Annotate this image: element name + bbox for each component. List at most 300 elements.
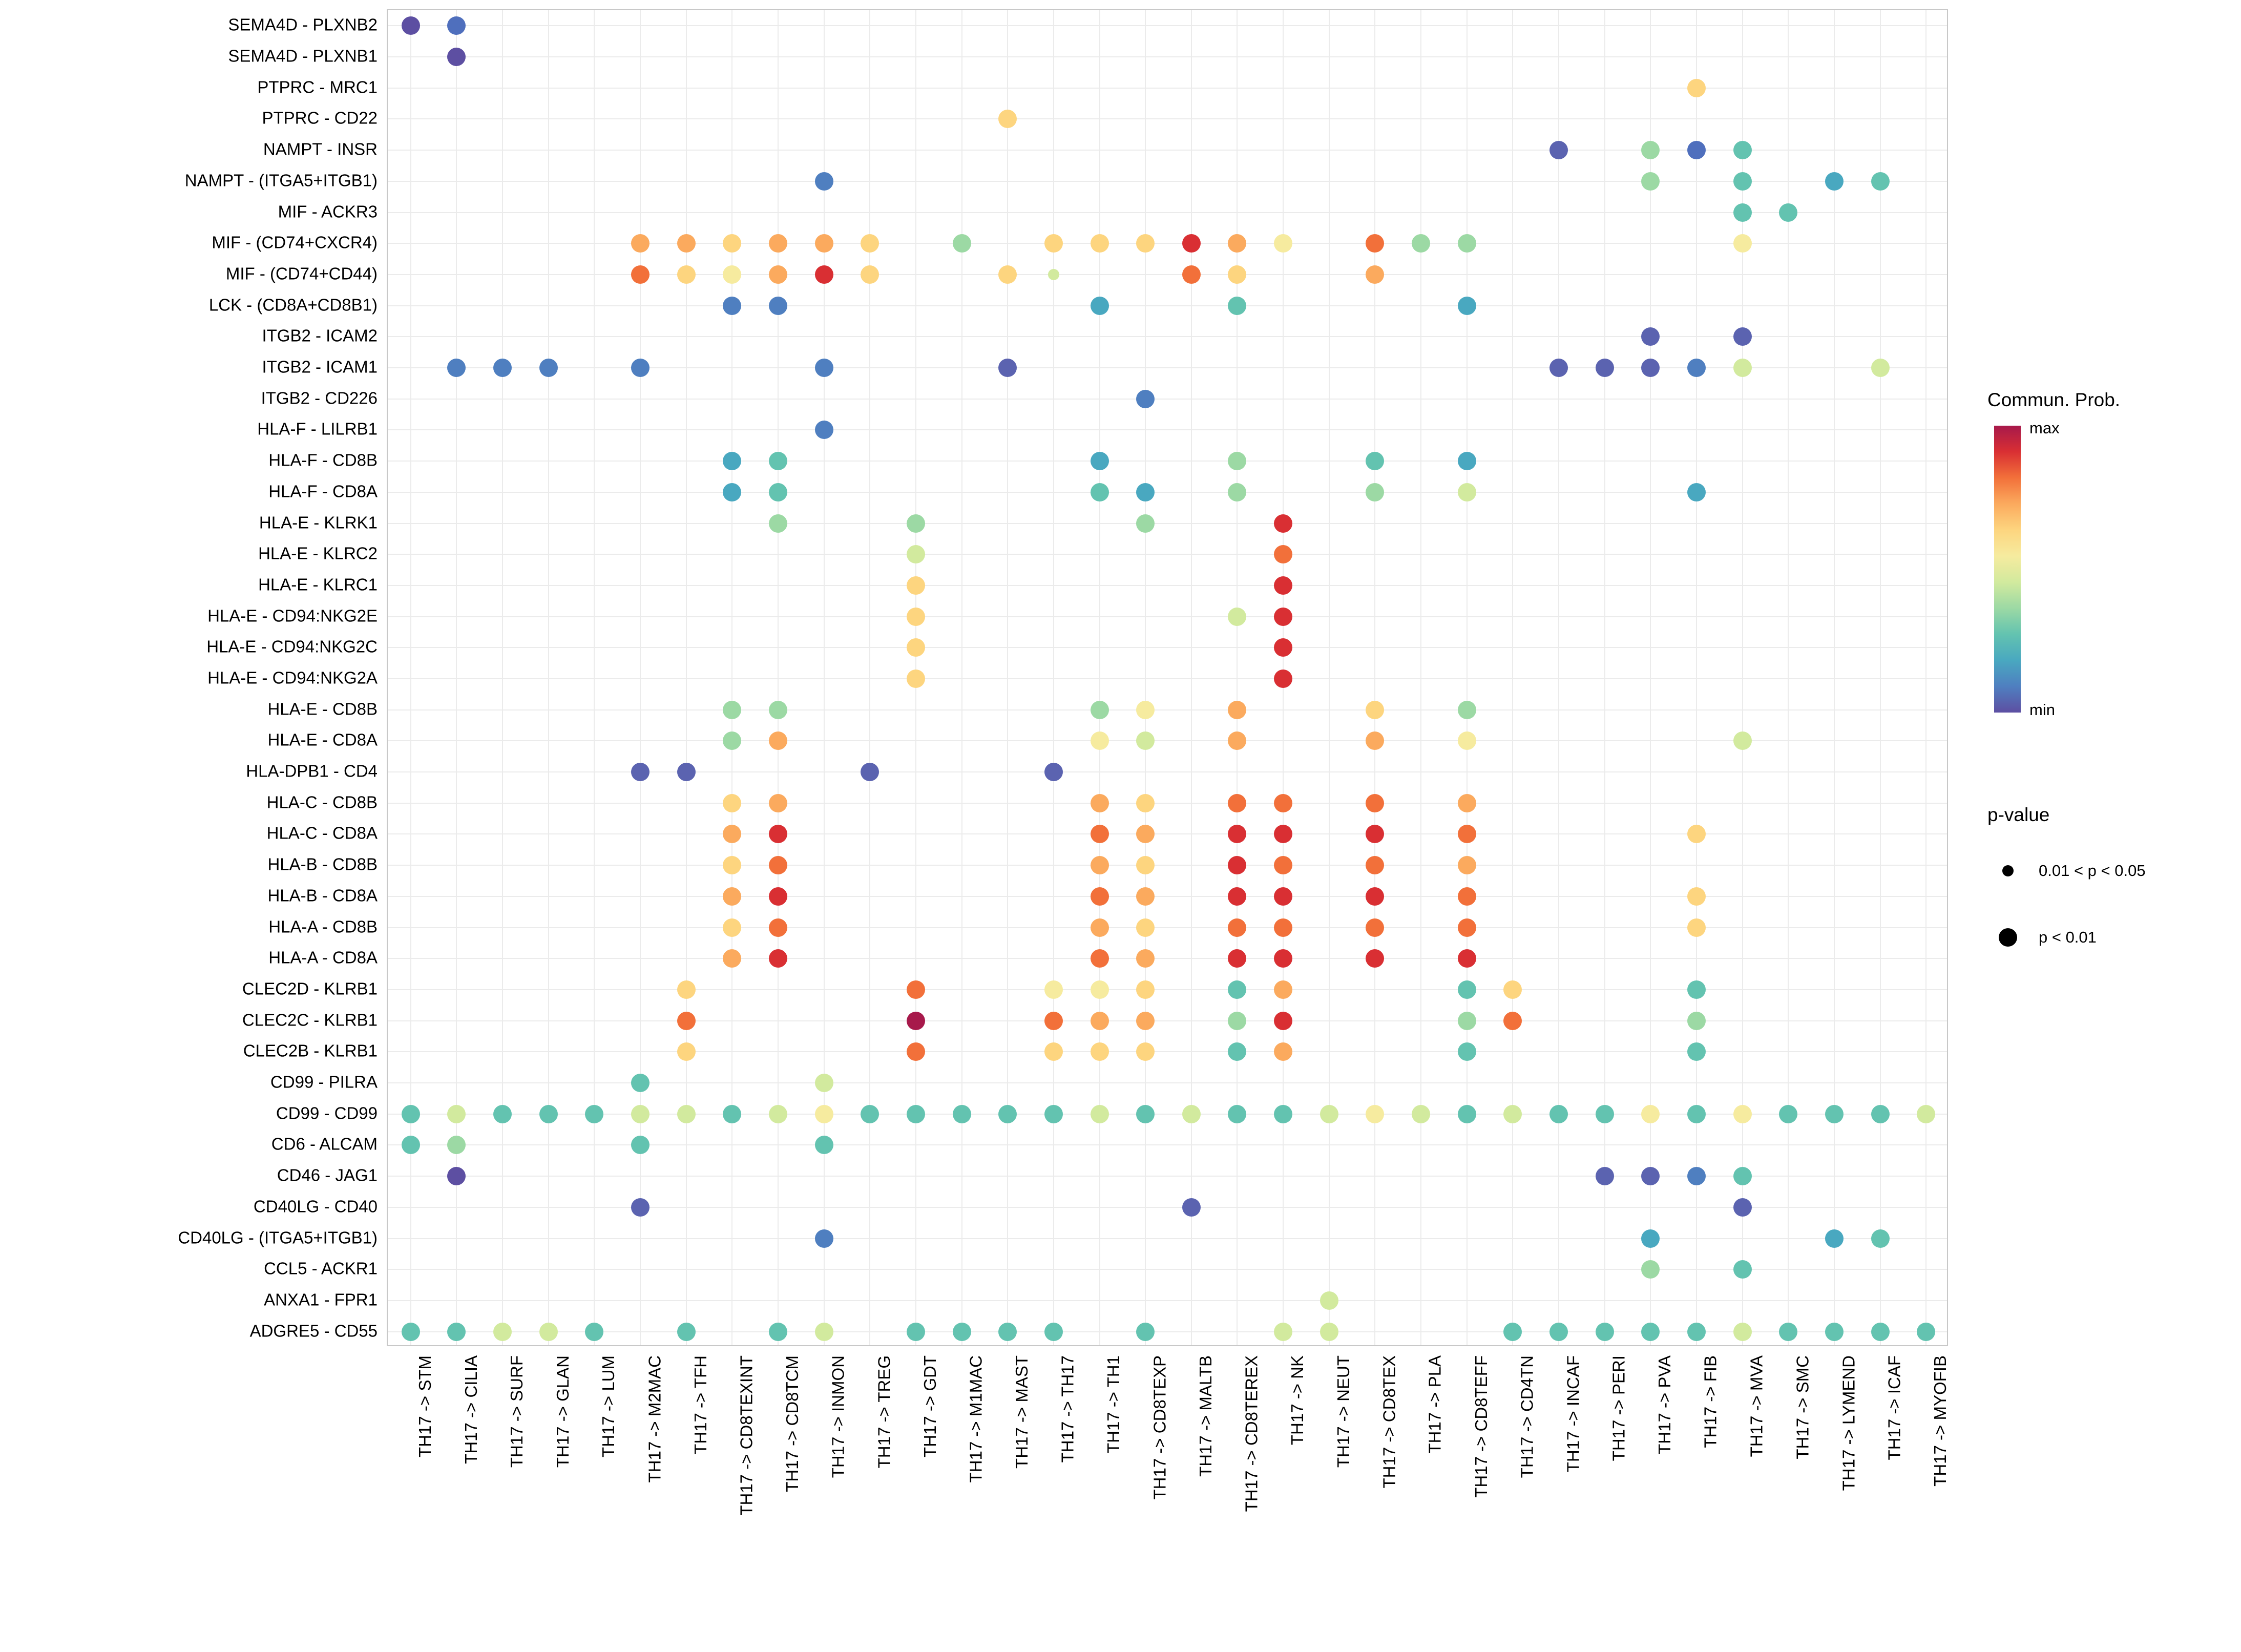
y-axis-tick-label: SEMA4D - PLXNB2 bbox=[228, 15, 378, 34]
gridline-horizontal bbox=[388, 429, 1947, 430]
x-axis-tick-label: TH17 -> STM bbox=[415, 1355, 434, 1457]
x-axis-tick-label: TH17 -> TH17 bbox=[1058, 1355, 1077, 1463]
data-point bbox=[1458, 483, 1476, 501]
data-point bbox=[1274, 918, 1292, 937]
y-axis-tick-label: CD40LG - (ITGA5+ITGB1) bbox=[178, 1228, 378, 1247]
gridline-horizontal bbox=[388, 958, 1947, 959]
gridline-horizontal bbox=[388, 181, 1947, 182]
data-point bbox=[539, 359, 558, 377]
gridline-vertical bbox=[1099, 10, 1100, 1345]
gridline-horizontal bbox=[388, 461, 1947, 462]
data-point bbox=[1136, 1042, 1155, 1061]
data-point bbox=[723, 825, 741, 843]
x-axis-tick-label: TH17 -> TREG bbox=[874, 1355, 894, 1469]
data-point bbox=[769, 701, 787, 719]
data-point bbox=[1136, 949, 1155, 968]
data-point bbox=[1044, 1042, 1063, 1061]
y-axis-tick-label: HLA-A - CD8B bbox=[268, 917, 378, 936]
gridline-horizontal bbox=[388, 492, 1947, 493]
y-axis-tick-label: HLA-DPB1 - CD4 bbox=[246, 761, 378, 781]
data-point bbox=[677, 980, 696, 999]
gridline-horizontal bbox=[388, 118, 1947, 119]
data-point bbox=[447, 16, 466, 35]
data-point bbox=[631, 234, 650, 253]
y-axis-tick-label: CD46 - JAG1 bbox=[277, 1165, 378, 1185]
data-point bbox=[1136, 856, 1155, 874]
x-axis-tick-label: TH17 -> PVA bbox=[1655, 1355, 1674, 1454]
data-point bbox=[1687, 79, 1706, 97]
data-point bbox=[723, 452, 741, 470]
data-point bbox=[1458, 856, 1476, 874]
data-point bbox=[769, 1323, 787, 1341]
data-point bbox=[1641, 327, 1660, 346]
y-axis-tick-label: HLA-F - CD8B bbox=[268, 450, 378, 470]
data-point bbox=[1091, 825, 1109, 843]
gridline-horizontal bbox=[388, 585, 1947, 586]
x-axis-tick-label: TH17 -> INCAF bbox=[1563, 1355, 1582, 1473]
data-point bbox=[723, 794, 741, 812]
data-point bbox=[1733, 234, 1752, 253]
y-axis-tick-label: HLA-E - KLRC1 bbox=[258, 575, 378, 594]
data-point bbox=[769, 794, 787, 812]
x-axis-tick-label: TH17 -> CD8TEXINT bbox=[737, 1355, 756, 1516]
data-point bbox=[1228, 234, 1246, 253]
data-point bbox=[769, 949, 787, 968]
data-point bbox=[1136, 1012, 1155, 1030]
data-point bbox=[1549, 1323, 1568, 1341]
data-point bbox=[447, 48, 466, 66]
data-point bbox=[1091, 887, 1109, 906]
data-point bbox=[1503, 1323, 1522, 1341]
data-point bbox=[1091, 297, 1109, 315]
data-point bbox=[723, 1105, 741, 1123]
x-axis-tick-label: TH17 -> NK bbox=[1288, 1355, 1307, 1446]
data-point bbox=[1274, 514, 1292, 533]
data-point bbox=[1412, 1105, 1430, 1123]
gridline-vertical bbox=[869, 10, 870, 1345]
data-point bbox=[585, 1323, 603, 1341]
data-point bbox=[1274, 576, 1292, 595]
pvalue-legend-dot bbox=[1999, 928, 2017, 947]
data-point bbox=[1733, 1323, 1752, 1341]
data-point bbox=[861, 1105, 879, 1123]
data-point bbox=[1228, 949, 1246, 968]
x-axis-tick-label: TH17 -> CD8TEFF bbox=[1471, 1355, 1491, 1498]
gridline-horizontal bbox=[388, 1020, 1947, 1021]
data-point bbox=[1091, 949, 1109, 968]
data-point bbox=[1136, 825, 1155, 843]
gridline-horizontal bbox=[388, 1300, 1947, 1301]
data-point bbox=[1458, 980, 1476, 999]
gridline-horizontal bbox=[388, 616, 1947, 617]
data-point bbox=[1228, 483, 1246, 501]
data-point bbox=[907, 980, 925, 999]
data-point bbox=[769, 234, 787, 253]
data-point bbox=[1549, 141, 1568, 159]
data-point bbox=[1366, 731, 1384, 750]
data-point bbox=[1366, 949, 1384, 968]
data-point bbox=[1458, 731, 1476, 750]
data-point bbox=[953, 234, 971, 253]
data-point bbox=[1779, 1323, 1797, 1341]
y-axis-tick-label: HLA-A - CD8A bbox=[268, 948, 378, 967]
data-point bbox=[1366, 856, 1384, 874]
y-axis-tick-label: NAMPT - (ITGA5+ITGB1) bbox=[184, 171, 378, 190]
data-point bbox=[1320, 1291, 1338, 1310]
data-point bbox=[953, 1105, 971, 1123]
x-axis-tick-label: TH17 -> PLA bbox=[1426, 1355, 1445, 1454]
y-axis-tick-label: ADGRE5 - CD55 bbox=[249, 1321, 378, 1341]
data-point bbox=[1182, 1105, 1201, 1123]
data-point bbox=[1687, 825, 1706, 843]
gridline-vertical bbox=[1467, 10, 1468, 1345]
data-point bbox=[1687, 141, 1706, 159]
x-axis-tick-label: TH17 -> CD8TEREX bbox=[1242, 1355, 1261, 1512]
data-point bbox=[1458, 825, 1476, 843]
y-axis-tick-label: CD6 - ALCAM bbox=[271, 1134, 378, 1154]
data-point bbox=[447, 1105, 466, 1123]
data-point bbox=[1458, 452, 1476, 470]
y-axis-tick-label: HLA-E - CD8A bbox=[267, 730, 378, 749]
gridline-horizontal bbox=[388, 554, 1947, 555]
data-point bbox=[1641, 141, 1660, 159]
data-point bbox=[1228, 856, 1246, 874]
data-point bbox=[1136, 483, 1155, 501]
data-point bbox=[1871, 1105, 1890, 1123]
data-point bbox=[1274, 1323, 1292, 1341]
data-point bbox=[998, 110, 1017, 128]
data-point bbox=[1091, 794, 1109, 812]
data-point bbox=[1733, 359, 1752, 377]
gridline-horizontal bbox=[388, 1082, 1947, 1083]
data-point bbox=[769, 514, 787, 533]
data-point bbox=[769, 1105, 787, 1123]
data-point bbox=[1687, 1167, 1706, 1185]
data-point bbox=[1871, 1229, 1890, 1248]
data-point bbox=[1136, 887, 1155, 906]
data-point bbox=[447, 1323, 466, 1341]
data-point bbox=[1044, 763, 1063, 781]
data-point bbox=[815, 1323, 833, 1341]
data-point bbox=[1091, 918, 1109, 937]
data-point bbox=[815, 421, 833, 439]
data-point bbox=[1044, 1323, 1063, 1341]
data-point bbox=[907, 638, 925, 657]
data-point bbox=[1136, 514, 1155, 533]
y-axis-tick-label: PTPRC - MRC1 bbox=[257, 77, 378, 97]
data-point bbox=[1274, 856, 1292, 874]
data-point bbox=[1687, 1323, 1706, 1341]
data-point bbox=[1228, 887, 1246, 906]
data-point bbox=[1596, 1167, 1614, 1185]
gridline-vertical bbox=[548, 10, 549, 1345]
gridline-horizontal bbox=[388, 1207, 1947, 1208]
data-point bbox=[1136, 390, 1155, 408]
data-point bbox=[769, 452, 787, 470]
data-point bbox=[769, 483, 787, 501]
data-point bbox=[1366, 918, 1384, 937]
data-point bbox=[1274, 1012, 1292, 1030]
data-point bbox=[1320, 1323, 1338, 1341]
x-axis-tick-label: TH17 -> LYMEND bbox=[1838, 1355, 1858, 1491]
data-point bbox=[677, 265, 696, 284]
x-axis-tick-label: TH17 -> PERI bbox=[1609, 1355, 1628, 1461]
plot-panel bbox=[387, 9, 1948, 1346]
data-point bbox=[1503, 1105, 1522, 1123]
data-point bbox=[1228, 794, 1246, 812]
data-point bbox=[769, 856, 787, 874]
data-point bbox=[1687, 1042, 1706, 1061]
data-point bbox=[998, 1105, 1017, 1123]
data-point bbox=[907, 670, 925, 688]
data-point bbox=[907, 1042, 925, 1061]
data-point bbox=[1366, 1105, 1384, 1123]
gridline-vertical bbox=[1191, 10, 1192, 1345]
data-point bbox=[1458, 234, 1476, 253]
gridline-horizontal bbox=[388, 336, 1947, 337]
data-point bbox=[1091, 980, 1109, 999]
data-point bbox=[1182, 1198, 1201, 1217]
data-point bbox=[1549, 1105, 1568, 1123]
data-point bbox=[677, 1323, 696, 1341]
pvalue-legend-items bbox=[1987, 850, 2233, 984]
data-point bbox=[493, 359, 512, 377]
data-point bbox=[1412, 234, 1430, 253]
data-point bbox=[1366, 701, 1384, 719]
x-axis-tick-label: TH17 -> MYOFIB bbox=[1931, 1355, 1950, 1487]
gridline-vertical bbox=[731, 10, 732, 1345]
data-point bbox=[1641, 1229, 1660, 1248]
data-point bbox=[1228, 297, 1246, 315]
data-point bbox=[585, 1105, 603, 1123]
x-axis-labels bbox=[387, 1355, 1948, 1642]
y-axis-tick-label: CD99 - PILRA bbox=[270, 1072, 378, 1092]
x-axis-tick-label: TH17 -> NEUT bbox=[1333, 1355, 1353, 1468]
data-point bbox=[998, 1323, 1017, 1341]
gridline-horizontal bbox=[388, 150, 1947, 151]
data-point bbox=[1733, 141, 1752, 159]
data-point bbox=[1048, 269, 1059, 280]
data-point bbox=[1228, 825, 1246, 843]
y-axis-tick-label: CLEC2B - KLRB1 bbox=[243, 1041, 378, 1060]
data-point bbox=[998, 265, 1017, 284]
gridline-horizontal bbox=[388, 927, 1947, 928]
x-axis-tick-label: TH17 -> M1MAC bbox=[966, 1355, 986, 1483]
gridline-horizontal bbox=[388, 1144, 1947, 1145]
data-point bbox=[1228, 265, 1246, 284]
data-point bbox=[447, 1136, 466, 1154]
y-axis-tick-label: CCL5 - ACKR1 bbox=[264, 1259, 378, 1278]
data-point bbox=[1228, 731, 1246, 750]
pvalue-legend-label: p < 0.01 bbox=[2039, 928, 2097, 946]
data-point bbox=[1228, 1012, 1246, 1030]
data-point bbox=[1366, 483, 1384, 501]
data-point bbox=[1274, 638, 1292, 657]
data-point bbox=[402, 1136, 420, 1154]
gridline-horizontal bbox=[388, 740, 1947, 741]
x-axis-tick-label: TH17 -> INMON bbox=[828, 1355, 848, 1478]
x-axis-tick-label: TH17 -> LUM bbox=[599, 1355, 618, 1457]
data-point bbox=[1825, 172, 1844, 191]
data-point bbox=[815, 234, 833, 253]
data-point bbox=[723, 701, 741, 719]
data-point bbox=[677, 234, 696, 253]
data-point bbox=[1825, 1323, 1844, 1341]
data-point bbox=[402, 1323, 420, 1341]
gridline-horizontal bbox=[388, 274, 1947, 275]
data-point bbox=[1274, 825, 1292, 843]
gridline-vertical bbox=[686, 10, 687, 1345]
data-point bbox=[1136, 1323, 1155, 1341]
y-axis-tick-label: ITGB2 - ICAM2 bbox=[262, 326, 378, 345]
gridline-horizontal bbox=[388, 647, 1947, 648]
data-point bbox=[1458, 701, 1476, 719]
data-point bbox=[1733, 327, 1752, 346]
data-point bbox=[1274, 794, 1292, 812]
colorbar-min-label: min bbox=[2029, 701, 2055, 719]
data-point bbox=[1091, 701, 1109, 719]
colorbar-title: Commun. Prob. bbox=[1987, 389, 2121, 410]
data-point bbox=[1366, 825, 1384, 843]
y-axis-tick-label: SEMA4D - PLXNB1 bbox=[228, 46, 378, 66]
data-point bbox=[1917, 1323, 1935, 1341]
data-point bbox=[1458, 794, 1476, 812]
y-axis-tick-label: MIF - ACKR3 bbox=[278, 202, 378, 221]
data-point bbox=[631, 763, 650, 781]
gridline-vertical bbox=[594, 10, 595, 1345]
gridline-horizontal bbox=[388, 1051, 1947, 1052]
data-point bbox=[1091, 731, 1109, 750]
x-axis-tick-label: TH17 -> MVA bbox=[1747, 1355, 1766, 1457]
gridline-horizontal bbox=[388, 305, 1947, 306]
data-point bbox=[1274, 1042, 1292, 1061]
gridline-vertical bbox=[1374, 10, 1375, 1345]
gridline-vertical bbox=[502, 10, 503, 1345]
gridline-horizontal bbox=[388, 865, 1947, 866]
data-point bbox=[1228, 1042, 1246, 1061]
pvalue-legend-label: 0.01 < p < 0.05 bbox=[2039, 862, 2146, 880]
gridline-horizontal bbox=[388, 25, 1947, 26]
gridline-vertical bbox=[1558, 10, 1559, 1345]
data-point bbox=[631, 1136, 650, 1154]
x-axis-tick-label: TH17 -> GLAN bbox=[553, 1355, 572, 1468]
data-point bbox=[1091, 1105, 1109, 1123]
data-point bbox=[1320, 1105, 1338, 1123]
x-axis-tick-label: TH17 -> GDT bbox=[920, 1355, 939, 1457]
y-axis-tick-label: CD40LG - CD40 bbox=[253, 1197, 378, 1216]
data-point bbox=[1091, 452, 1109, 470]
y-axis-tick-label: HLA-E - CD94:NKG2C bbox=[206, 637, 378, 656]
data-point bbox=[493, 1323, 512, 1341]
data-point bbox=[953, 1323, 971, 1341]
data-point bbox=[1228, 452, 1246, 470]
data-point bbox=[1091, 1042, 1109, 1061]
data-point bbox=[1044, 980, 1063, 999]
data-point bbox=[723, 265, 741, 284]
y-axis-tick-label: HLA-C - CD8B bbox=[266, 792, 378, 812]
data-point bbox=[1641, 359, 1660, 377]
data-point bbox=[723, 297, 741, 315]
data-point bbox=[1871, 359, 1890, 377]
data-point bbox=[1687, 483, 1706, 501]
y-axis-tick-label: HLA-B - CD8A bbox=[267, 886, 378, 905]
data-point bbox=[677, 1012, 696, 1030]
data-point bbox=[1366, 234, 1384, 253]
data-point bbox=[447, 1167, 466, 1185]
gridline-horizontal bbox=[388, 803, 1947, 804]
data-point bbox=[1687, 1105, 1706, 1123]
data-point bbox=[1458, 1105, 1476, 1123]
gridline-vertical bbox=[1696, 10, 1697, 1345]
data-point bbox=[631, 1105, 650, 1123]
data-point bbox=[1044, 1012, 1063, 1030]
data-point bbox=[1871, 172, 1890, 191]
data-point bbox=[1136, 701, 1155, 719]
data-point bbox=[1228, 701, 1246, 719]
data-point bbox=[1733, 1260, 1752, 1279]
data-point bbox=[1091, 234, 1109, 253]
data-point bbox=[907, 1012, 925, 1030]
x-axis-tick-label: TH17 -> CD8TEXP bbox=[1150, 1355, 1169, 1500]
x-axis-tick-label: TH17 -> CD8TCM bbox=[783, 1355, 802, 1492]
gridline-vertical bbox=[778, 10, 779, 1345]
data-point bbox=[907, 576, 925, 595]
gridline-vertical bbox=[1650, 10, 1651, 1345]
data-point bbox=[1136, 1105, 1155, 1123]
data-point bbox=[1366, 452, 1384, 470]
data-point bbox=[677, 1042, 696, 1061]
y-axis-tick-label: HLA-B - CD8B bbox=[267, 854, 378, 874]
y-axis-tick-label: HLA-F - LILRB1 bbox=[257, 419, 378, 438]
data-point bbox=[493, 1105, 512, 1123]
gridline-horizontal bbox=[388, 212, 1947, 213]
data-point bbox=[907, 1105, 925, 1123]
gridline-horizontal bbox=[388, 88, 1947, 89]
data-point bbox=[1228, 1105, 1246, 1123]
data-point bbox=[1136, 731, 1155, 750]
x-axis-tick-label: TH17 -> TFH bbox=[690, 1355, 710, 1454]
data-point bbox=[1458, 1012, 1476, 1030]
data-point bbox=[815, 1074, 833, 1092]
data-point bbox=[1274, 949, 1292, 968]
data-point bbox=[1825, 1229, 1844, 1248]
data-point bbox=[998, 359, 1017, 377]
data-point bbox=[1091, 856, 1109, 874]
gridline-vertical bbox=[1834, 10, 1835, 1345]
data-point bbox=[769, 265, 787, 284]
data-point bbox=[1274, 1105, 1292, 1123]
data-point bbox=[1366, 794, 1384, 812]
y-axis-tick-label: ITGB2 - CD226 bbox=[261, 388, 378, 408]
data-point bbox=[861, 763, 879, 781]
data-point bbox=[447, 359, 466, 377]
data-point bbox=[1503, 980, 1522, 999]
data-point bbox=[1458, 887, 1476, 906]
data-point bbox=[723, 918, 741, 937]
data-point bbox=[1458, 1042, 1476, 1061]
y-axis-tick-label: HLA-E - CD8B bbox=[267, 699, 378, 719]
gridline-horizontal bbox=[388, 833, 1947, 834]
gridline-vertical bbox=[1925, 10, 1926, 1345]
data-point bbox=[402, 16, 420, 35]
y-axis-tick-label: CLEC2C - KLRB1 bbox=[242, 1010, 378, 1030]
y-axis-tick-label: HLA-E - KLRK1 bbox=[259, 513, 378, 532]
data-point bbox=[1687, 1012, 1706, 1030]
data-point bbox=[539, 1323, 558, 1341]
data-point bbox=[723, 731, 741, 750]
data-point bbox=[1641, 1167, 1660, 1185]
y-axis-tick-label: MIF - (CD74+CD44) bbox=[225, 264, 378, 283]
